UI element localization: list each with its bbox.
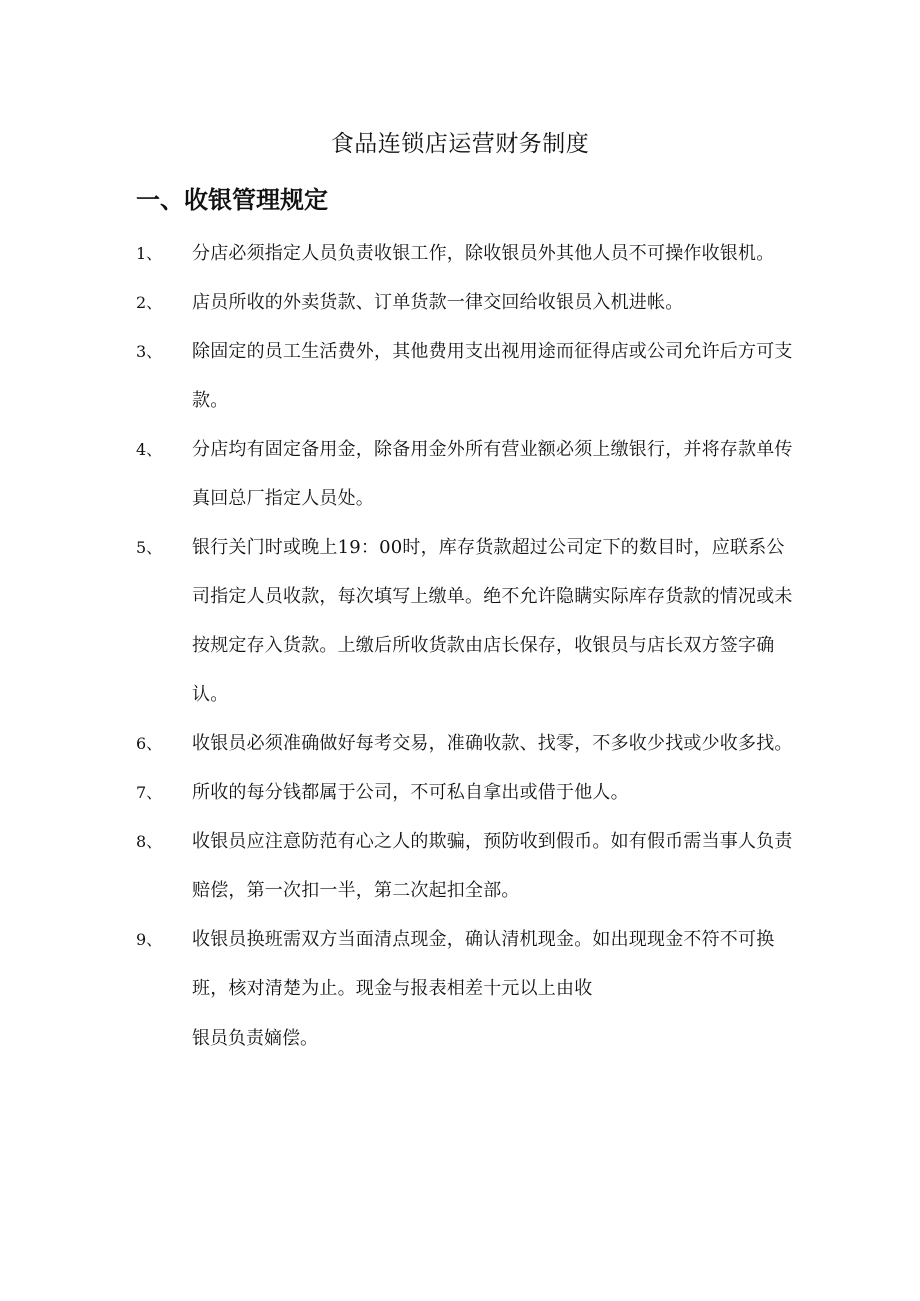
rule-number: 1、 (136, 244, 163, 263)
document-title: 食品连锁店运营财务制度 (330, 131, 590, 157)
rule-text: 收银员应注意防范有心之人的欺骗，预防收到假币。如有假币需当事人负责赔偿，第一次扣一半，第二次起扣全部。 (192, 831, 793, 901)
rule-number: 5、 (136, 538, 163, 557)
rule-item-3 (136, 327, 796, 425)
rule-text: 收银员换班需双方当面清点现金，确认清机现金。如出现现金不符不可换班，核对清楚为止。现金与报表相差十元以上由收 (192, 929, 775, 999)
rule-item-9 (136, 915, 796, 1065)
rule-item-6 (136, 719, 796, 768)
rule-number: 6、 (136, 734, 163, 753)
rule-number: 4、 (136, 440, 163, 459)
rule-number: 3、 (136, 342, 163, 361)
rule-number: 7、 (136, 783, 163, 802)
section-heading: 一、收银管理规定 (136, 186, 328, 214)
rule-text: 收银员必须准确做好每考交易，准确收款、找零，不多收少找或少收多找。 (192, 733, 793, 754)
rule-item-8 (136, 817, 796, 915)
rule-number: 2、 (136, 293, 163, 312)
rule-item-2 (136, 278, 796, 327)
rule-text: 银行关门时或晚上19：00时，库存货款超过公司定下的数目时，应联系公司指定人员收款，每次填写上缴单。绝不允许隐瞒实际库存货款的情况或未按规定存入货款。上缴后所收货款由店长保存，收银员与店长双方签字确认。 (192, 537, 793, 705)
rule-text-continuation: 银员负责嫡偿。 (192, 1028, 318, 1049)
rule-item-1 (136, 229, 796, 278)
rule-text: 店员所收的外卖货款、订单货款一律交回给收银员入机进帐。 (192, 292, 684, 313)
rule-item-7 (136, 768, 796, 817)
rule-number: 9、 (136, 930, 163, 949)
rule-text: 分店必须指定人员负责收银工作，除收银员外其他人员不可操作收银机。 (192, 243, 775, 264)
rule-item-4 (136, 425, 796, 523)
rule-text: 分店均有固定备用金，除备用金外所有营业额必须上缴银行，并将存款单传真回总厂指定人员处。 (192, 439, 793, 509)
rule-number: 8、 (136, 832, 163, 851)
rule-item-5 (136, 523, 796, 719)
rule-text: 所收的每分钱都属于公司，不可私自拿出或借于他人。 (192, 782, 629, 803)
rule-text: 除固定的员工生活费外，其他费用支出视用途而征得店或公司允许后方可支款。 (192, 341, 793, 411)
rules-list (136, 229, 796, 1065)
